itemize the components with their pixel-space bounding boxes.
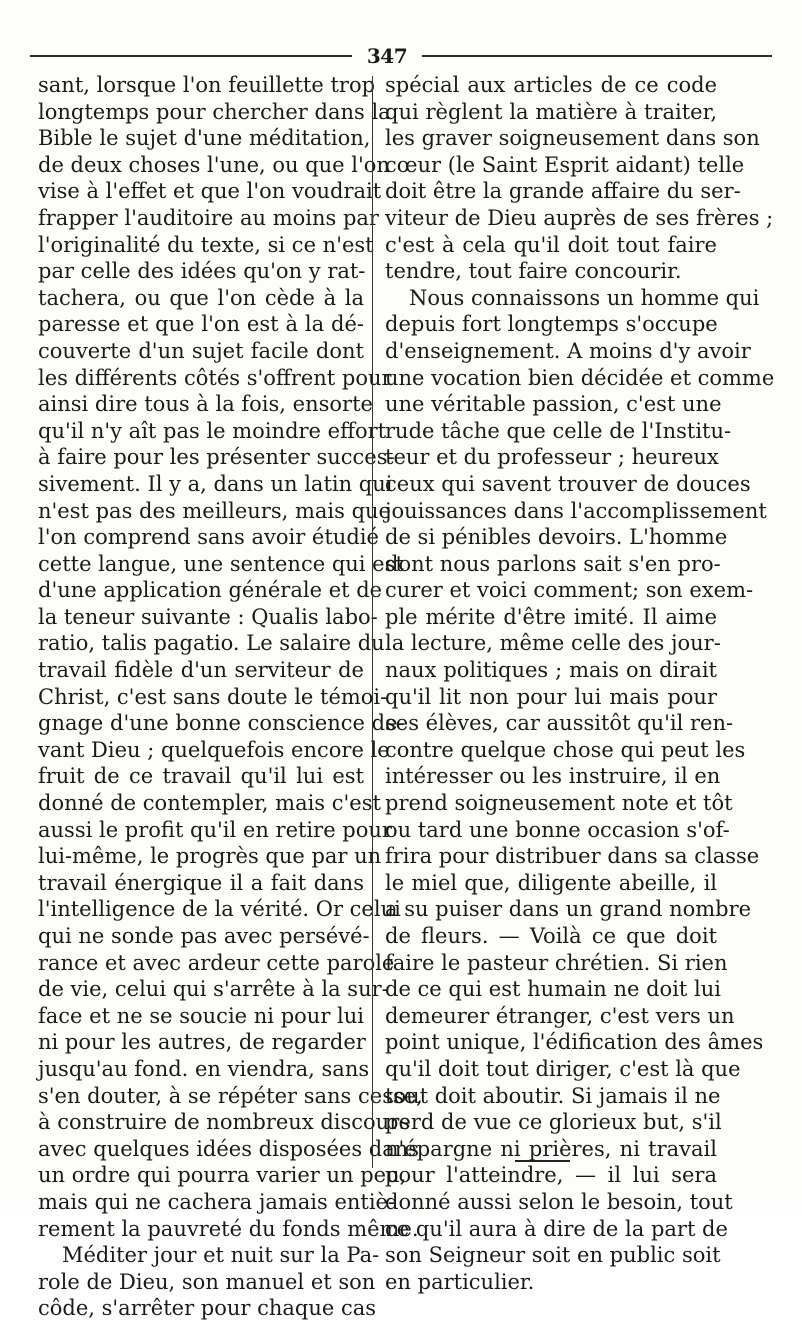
text-line: le miel que, diligente abeille, il: [385, 870, 717, 895]
text-line: avec quelques idées disposées dans: [38, 1136, 420, 1161]
text-line: tendre, tout faire concourir.: [385, 259, 682, 284]
text-line: role de Dieu, son manuel et son: [38, 1269, 376, 1294]
text-line: vise à l'effet et que l'on voudrait: [38, 179, 382, 204]
text-line: ses élèves, car aussitôt qu'il ren-: [385, 711, 734, 736]
text-line: prend soigneusement note et tôt: [385, 791, 733, 816]
text-line: Bible le sujet d'une méditation,: [38, 126, 371, 151]
text-line: point unique, l'édification des âmes: [385, 1030, 764, 1055]
text-line: côde, s'arrêter pour chaque cas: [38, 1296, 377, 1321]
text-line: faire le pasteur chrétien. Si rien: [385, 950, 728, 975]
text-line: travail fidèle d'un serviteur de: [38, 658, 364, 683]
text-line: donné de contempler, mais c'est: [38, 791, 381, 816]
text-line: rement la pauvreté du fonds même.: [38, 1216, 419, 1241]
left-column: [38, 72, 423, 1322]
text-line: tachera, ou que l'on cède à la: [38, 285, 364, 310]
text-line: l'on comprend sans avoir étudié: [38, 525, 379, 550]
text-line: longtemps pour chercher dans la: [38, 99, 391, 124]
text-line: qui règlent la matière à traiter,: [385, 99, 717, 124]
text-line: à faire pour les présenter succes-: [38, 445, 395, 470]
text-line: gnage d'une bonne conscience de-: [38, 711, 405, 736]
text-line: paresse et que l'on est à la dé-: [38, 312, 364, 337]
text-line: Nous connaissons un homme qui: [409, 285, 760, 310]
text-line: d'enseignement. A moins d'y avoir: [385, 338, 751, 363]
text-line: demeurer étranger, c'est vers un: [385, 1003, 735, 1028]
text-line: ple mérite d'être imité. Il aime: [385, 604, 717, 629]
text-line: son Seigneur soit en public soit: [385, 1243, 721, 1268]
text-line: qui ne sonde pas avec persévé-: [38, 924, 370, 948]
text-line: en particulier.: [385, 1269, 535, 1294]
text-line: ainsi dire tous à la fois, ensorte: [38, 392, 373, 417]
text-line: de deux choses l'une, ou que l'on: [38, 152, 390, 177]
text-line: intéresser ou les instruire, il en: [385, 764, 721, 789]
text-line: cœur (le Saint Esprit aidant) telle: [385, 152, 745, 177]
text-line: spécial aux articles de ce code: [385, 73, 717, 97]
text-line: teur et du professeur ; heureux: [385, 445, 719, 470]
text-line: l'intelligence de la vérité. Or celui: [38, 897, 401, 922]
text-line: n'est pas des meilleurs, mais que: [38, 498, 391, 523]
text-line: sivement. Il y a, dans un latin qui: [38, 471, 393, 496]
text-line: sant, lorsque l'on feuillette trop: [38, 73, 376, 97]
text-line: face et ne se soucie ni pour lui: [38, 1003, 364, 1028]
text-line: qu'il doit tout diriger, c'est là que: [385, 1056, 741, 1081]
text-line: aussi le profit qu'il en retire pour: [38, 817, 392, 842]
text-line: frira pour distribuer dans sa classe: [385, 844, 760, 869]
text-line: naux politiques ; mais on dirait: [385, 658, 717, 683]
text-line: mais qui ne cachera jamais entiè-: [38, 1189, 396, 1214]
text-line: de ce qui est humain ne doit lui: [385, 977, 721, 1002]
right-column: [385, 72, 775, 1295]
text-line: ou tard une bonne occasion s'of-: [385, 817, 730, 842]
text-line: les graver soigneusement dans son: [385, 126, 760, 151]
text-line: ceux qui savent trouver de douces: [385, 471, 751, 496]
text-line: depuis fort longtemps s'occupe: [385, 312, 718, 337]
text-line: cette langue, une sentence qui est: [38, 551, 404, 576]
text-line: a su puiser dans un grand nombre: [385, 897, 752, 922]
text-line: ni pour les autres, de regarder: [38, 1030, 366, 1055]
text-line: contre quelque chose qui peut les: [385, 737, 746, 762]
text-line: rude tâche que celle de l'Institu-: [385, 418, 732, 443]
text-line: pour l'atteindre, — il lui sera: [385, 1163, 717, 1188]
text-line: Méditer jour et nuit sur la Pa-: [62, 1243, 380, 1268]
text-line: à construire de nombreux discours: [38, 1110, 411, 1135]
text-line: un ordre qui pourra varier un peu,: [38, 1163, 407, 1188]
text-line: doit être la grande affaire du ser-: [385, 179, 741, 204]
text-line: couverte d'un sujet facile dont: [38, 338, 364, 363]
text-line: donné aussi selon le besoin, tout: [385, 1189, 733, 1214]
text-line: jusqu'au fond. en viendra, sans: [38, 1056, 370, 1081]
text-line: de vie, celui qui s'arrête à la sur-: [38, 977, 389, 1002]
header-rule-left: [30, 55, 352, 57]
text-line: la lecture, même celle des jour-: [385, 631, 721, 656]
text-line: qu'il lit non pour lui mais pour: [385, 684, 717, 709]
text-line: une véritable passion, c'est une: [385, 392, 722, 417]
text-line: s'en douter, à se répéter sans cesse,: [38, 1083, 423, 1108]
text-line: jouissances dans l'accomplissement: [385, 498, 767, 523]
text-line: rance et avec ardeur cette parole: [38, 950, 395, 975]
text-line: les différents côtés s'offrent pour: [38, 365, 392, 390]
text-line: de fleurs. — Voilà ce que doit: [385, 924, 717, 948]
text-line: lui-même, le progrès que par un: [38, 844, 382, 869]
text-line: d'une application générale et de: [38, 578, 383, 603]
text-line: une vocation bien décidée et comme: [385, 365, 775, 390]
text-line: frapper l'auditoire au moins par: [38, 205, 379, 230]
text-line: perd de vue ce glorieux but, s'il: [385, 1110, 722, 1135]
text-line: fruit de ce travail qu'il lui est: [38, 764, 364, 789]
text-line: vant Dieu ; quelquefois encore le: [38, 737, 390, 762]
end-rule: [515, 1160, 570, 1162]
column-divider: [372, 76, 373, 1168]
text-line: ce qu'il aura à dire de la part de: [385, 1216, 728, 1241]
page-number: 347: [366, 44, 408, 68]
text-line: c'est à cela qu'il doit tout faire: [385, 232, 717, 257]
text-line: tout doit aboutir. Si jamais il ne: [385, 1083, 721, 1108]
text-line: la teneur suivante : Qualis labo-: [38, 604, 378, 629]
text-line: l'originalité du texte, si ce n'est: [38, 232, 374, 257]
text-line: qu'il n'y aît pas le moindre effort: [38, 418, 387, 443]
header-rule-right: [422, 55, 772, 57]
text-line: Christ, c'est sans doute le témoi-: [38, 684, 388, 709]
text-line: de si pénibles devoirs. L'homme: [385, 525, 728, 550]
text-line: n'épargne ni prières, ni travail: [385, 1136, 717, 1161]
text-line: travail énergique il a fait dans: [38, 870, 364, 895]
text-line: curer et voici comment; son exem-: [385, 578, 754, 603]
text-line: dont nous parlons sait s'en pro-: [385, 551, 721, 576]
text-line: viteur de Dieu auprès de ses frères ;: [385, 205, 774, 230]
text-line: par celle des idées qu'on y rat-: [38, 259, 366, 284]
text-line: ratio, talis pagatio. Le salaire du: [38, 631, 385, 656]
page-header: [30, 44, 772, 68]
